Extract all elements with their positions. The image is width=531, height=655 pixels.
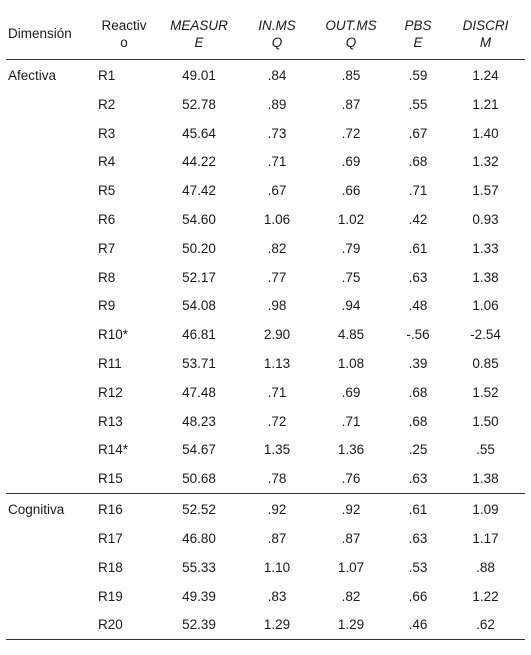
cell-item: R9	[98, 298, 116, 314]
cell-infit-msq: .92	[267, 501, 287, 517]
cell-pbse: .25	[408, 442, 428, 458]
cell-measure: 49.39	[182, 588, 216, 604]
table-row	[6, 407, 525, 436]
cell-dimension	[6, 524, 92, 553]
cell-measure: 50.68	[156, 464, 242, 493]
cell-outfit-msq: .69	[341, 384, 361, 400]
cell-discrim: 1.33	[472, 240, 499, 256]
cell-outfit-msq: 1.02	[337, 212, 365, 228]
cell-dimension: Afectiva	[8, 67, 57, 83]
cell-measure: 53.71	[182, 356, 216, 372]
cell-measure: 52.52	[182, 501, 216, 517]
cell-infit-msq: .73	[267, 125, 287, 141]
cell-measure: 52.78	[182, 96, 216, 112]
cell-item: R4	[98, 154, 116, 170]
table-row	[6, 90, 525, 119]
cell-infit-msq: .77	[267, 269, 287, 285]
cell-infit-msq: 1.35	[263, 442, 291, 458]
cell-measure: 46.81	[182, 327, 216, 343]
cell-item: R14*	[98, 442, 129, 458]
table-row	[6, 582, 525, 611]
cell-outfit-msq: .76	[312, 464, 390, 493]
cell-item: R7	[98, 240, 116, 256]
cell-outfit-msq: 1.36	[337, 442, 365, 458]
cell-outfit-msq: .94	[341, 298, 361, 314]
cell-measure: 50.20	[182, 240, 216, 256]
cell-pbse: .63	[408, 531, 428, 547]
cell-discrim: 1.40	[472, 125, 499, 141]
cell-pbse: .39	[408, 356, 428, 372]
cell-infit-msq: .84	[267, 67, 287, 83]
table-row	[6, 119, 525, 148]
cell-infit-msq: 1.29	[242, 611, 312, 640]
cell-item: R6	[98, 212, 116, 228]
cell-infit-msq: .67	[267, 183, 287, 199]
cell-measure: 55.33	[182, 559, 216, 575]
cell-infit-msq: .72	[267, 413, 287, 429]
cell-dimension	[6, 611, 92, 640]
cell-outfit-msq: .87	[341, 96, 361, 112]
item-statistics-table	[6, 8, 525, 640]
cell-dimension	[6, 90, 92, 119]
cell-item: R10*	[98, 327, 129, 343]
cell-infit-msq: 2.90	[263, 327, 291, 343]
cell-dimension	[6, 553, 92, 582]
header-outfit-msq: OUT.MS Q	[312, 8, 390, 60]
cell-discrim: 1.09	[472, 501, 499, 517]
cell-discrim: 1.50	[472, 413, 499, 429]
cell-outfit-msq: .69	[341, 154, 361, 170]
cell-outfit-msq: .79	[341, 240, 361, 256]
cell-item: R3	[98, 125, 116, 141]
header-row	[6, 8, 525, 60]
cell-infit-msq: .87	[267, 531, 287, 547]
cell-dimension	[6, 176, 92, 205]
cell-measure: 54.60	[182, 212, 216, 228]
cell-dimension	[6, 436, 92, 465]
cell-pbse: .66	[408, 588, 428, 604]
cell-pbse: .61	[408, 240, 428, 256]
table-row	[6, 234, 525, 263]
table-row	[6, 464, 525, 493]
cell-infit-msq: .82	[267, 240, 287, 256]
cell-pbse: .42	[408, 212, 428, 228]
table-row	[6, 349, 525, 378]
cell-dimension	[6, 320, 92, 349]
cell-measure: 44.22	[182, 154, 216, 170]
cell-pbse: .59	[408, 67, 428, 83]
cell-item: R20	[92, 611, 156, 640]
cell-measure: 52.17	[182, 269, 216, 285]
cell-outfit-msq: 1.07	[337, 559, 365, 575]
cell-pbse: .67	[408, 125, 428, 141]
cell-discrim: .55	[476, 442, 495, 458]
cell-pbse: .53	[408, 559, 428, 575]
header-item: Reactiv o	[92, 8, 156, 60]
cell-dimension	[6, 148, 92, 177]
cell-measure: 54.08	[182, 298, 216, 314]
cell-item: R17	[98, 531, 123, 547]
cell-pbse: .61	[408, 501, 428, 517]
cell-outfit-msq: .71	[341, 413, 361, 429]
table-header	[6, 8, 525, 60]
cell-measure: 47.48	[182, 384, 216, 400]
cell-dimension	[6, 407, 92, 436]
table-row	[6, 263, 525, 292]
cell-infit-msq: 1.13	[263, 356, 291, 372]
header-measure: MEASUR E	[156, 8, 242, 60]
cell-outfit-msq: .75	[341, 269, 361, 285]
cell-item: R16	[98, 501, 123, 517]
cell-item: R2	[98, 96, 116, 112]
cell-item: R5	[98, 183, 116, 199]
cell-dimension	[6, 119, 92, 148]
cell-item: R1	[98, 67, 116, 83]
cell-pbse: .68	[408, 384, 428, 400]
cell-pbse: .55	[408, 96, 428, 112]
cell-outfit-msq: .87	[341, 531, 361, 547]
cell-outfit-msq: .92	[341, 501, 361, 517]
cell-dimension: Cognitiva	[8, 501, 65, 517]
cell-measure: 54.67	[182, 442, 216, 458]
cell-item: R18	[98, 559, 123, 575]
cell-infit-msq: .83	[267, 588, 287, 604]
cell-outfit-msq: 1.08	[337, 356, 365, 372]
cell-outfit-msq: 1.29	[312, 611, 390, 640]
cell-item: R13	[98, 413, 123, 429]
table-row	[6, 176, 525, 205]
cell-discrim: 1.17	[472, 531, 499, 547]
cell-outfit-msq: .85	[341, 67, 361, 83]
cell-item: R15	[92, 464, 156, 493]
cell-dimension	[6, 205, 92, 234]
cell-pbse: .71	[408, 183, 428, 199]
cell-measure: 52.39	[156, 611, 242, 640]
cell-measure: 49.01	[182, 67, 216, 83]
cell-discrim: 1.32	[472, 154, 499, 170]
cell-discrim: .88	[476, 559, 495, 575]
cell-outfit-msq: .82	[341, 588, 361, 604]
table-row	[6, 611, 525, 640]
cell-pbse: -.56	[406, 327, 430, 343]
table-row	[6, 292, 525, 321]
cell-discrim: 1.52	[472, 384, 499, 400]
table-row	[6, 148, 525, 177]
cell-dimension	[6, 378, 92, 407]
cell-infit-msq: 1.06	[263, 212, 291, 228]
cell-infit-msq: 1.10	[263, 559, 291, 575]
table-row	[6, 205, 525, 234]
cell-dimension	[6, 234, 92, 263]
cell-infit-msq: .89	[267, 96, 287, 112]
cell-dimension	[6, 582, 92, 611]
cell-discrim: 1.21	[472, 96, 499, 112]
cell-dimension	[6, 464, 92, 493]
cell-pbse: .46	[390, 611, 446, 640]
header-dimension: Dimensión	[6, 8, 92, 60]
cell-pbse: .68	[408, 154, 428, 170]
cell-pbse: .48	[408, 298, 428, 314]
header-infit-msq: IN.MS Q	[242, 8, 312, 60]
cell-measure: 45.64	[182, 125, 216, 141]
table-row	[6, 553, 525, 582]
cell-outfit-msq: .66	[341, 183, 361, 199]
cell-discrim: .62	[446, 611, 525, 640]
cell-outfit-msq: 4.85	[337, 327, 365, 343]
header-pbse: PBS E	[390, 8, 446, 60]
item-statistics-table-wrapper	[6, 8, 525, 640]
cell-dimension	[6, 349, 92, 378]
cell-discrim: 0.93	[472, 212, 499, 228]
table-row	[6, 320, 525, 349]
cell-discrim: 1.06	[472, 298, 499, 314]
cell-discrim: 1.38	[472, 269, 499, 285]
cell-discrim: 1.57	[472, 183, 499, 199]
cell-infit-msq: .78	[242, 464, 312, 493]
cell-discrim: 1.24	[472, 67, 499, 83]
cell-pbse: .68	[408, 413, 428, 429]
table-body	[6, 60, 525, 640]
table-row	[6, 494, 525, 525]
cell-infit-msq: .98	[267, 298, 287, 314]
table-row	[6, 524, 525, 553]
cell-discrim: 1.22	[472, 588, 499, 604]
cell-dimension	[6, 263, 92, 292]
cell-measure: 48.23	[182, 413, 216, 429]
table-row	[6, 60, 525, 91]
header-discrim: DISCRI M	[446, 8, 525, 60]
cell-measure: 46.80	[182, 531, 216, 547]
cell-item: R8	[98, 269, 116, 285]
cell-item: R12	[98, 384, 123, 400]
cell-pbse: .63	[390, 464, 446, 493]
cell-infit-msq: .71	[267, 384, 287, 400]
cell-measure: 47.42	[182, 183, 216, 199]
cell-discrim: 0.85	[472, 356, 499, 372]
table-row	[6, 436, 525, 465]
table-row	[6, 378, 525, 407]
cell-outfit-msq: .72	[341, 125, 361, 141]
cell-item: R19	[98, 588, 123, 604]
cell-dimension	[6, 292, 92, 321]
cell-infit-msq: .71	[267, 154, 287, 170]
cell-item: R11	[98, 356, 122, 372]
cell-discrim: 1.38	[446, 464, 525, 493]
cell-pbse: .63	[408, 269, 428, 285]
cell-discrim: -2.54	[470, 327, 501, 343]
